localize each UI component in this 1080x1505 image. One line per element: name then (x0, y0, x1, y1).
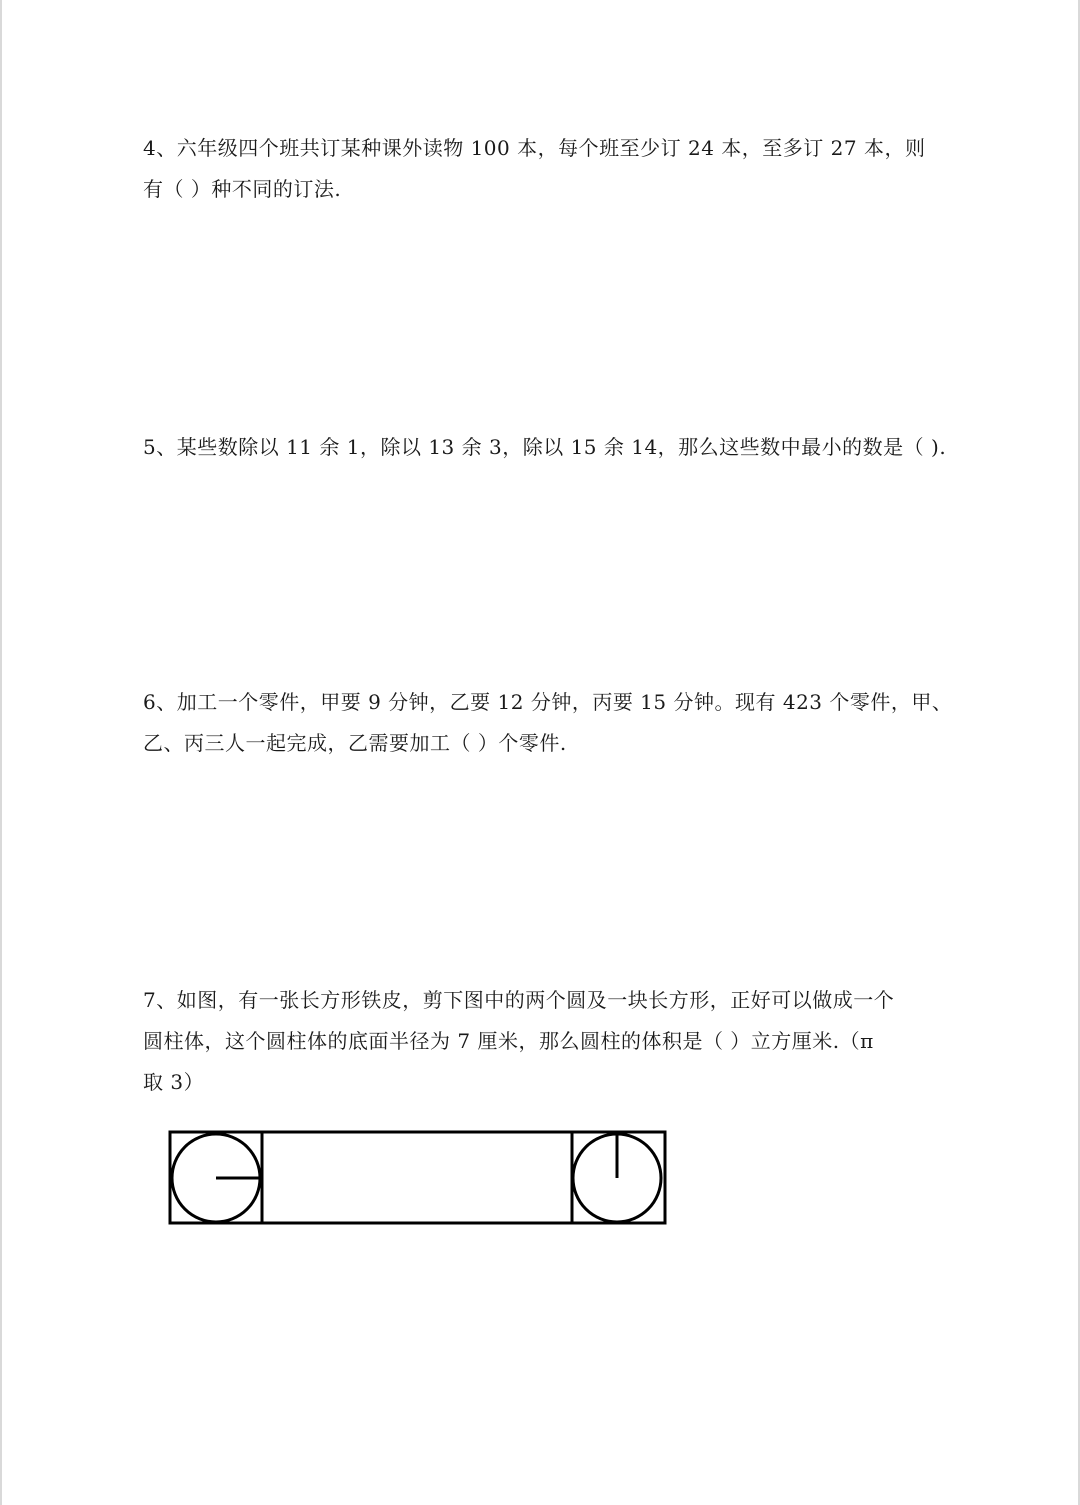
question-line: 7、如图，有一张长方形铁皮，剪下图中的两个圆及一块长方形，正好可以做成一个 (143, 988, 895, 1012)
question-6 (143, 682, 953, 764)
question-line: 取 3） (143, 1070, 205, 1094)
question-4 (143, 128, 943, 210)
question-line: 4、六年级四个班共订某种课外读物 100 本，每个班至少订 24 本，至多订 27 本，则 (143, 136, 926, 160)
cylinder-net-figure (160, 1120, 680, 1235)
question-5 (143, 427, 947, 468)
question-line: 5、某些数除以 11 余 1，除以 13 余 3，除以 15 余 14，那么这些数中最小的数是（ ). (143, 435, 947, 459)
page-left-edge (0, 0, 2, 1505)
question-line: 乙、丙三人一起完成，乙需要加工（ ）个零件. (143, 731, 567, 755)
question-7 (143, 980, 943, 1103)
question-line: 6、加工一个零件，甲要 9 分钟，乙要 12 分钟，丙要 15 分钟。现有 423 个零件，甲、 (143, 690, 953, 714)
question-line: 有（ ）种不同的订法. (143, 177, 342, 201)
question-line: 圆柱体，这个圆柱体的底面半径为 7 厘米，那么圆柱的体积是（ ）立方厘米.（π (143, 1029, 874, 1053)
